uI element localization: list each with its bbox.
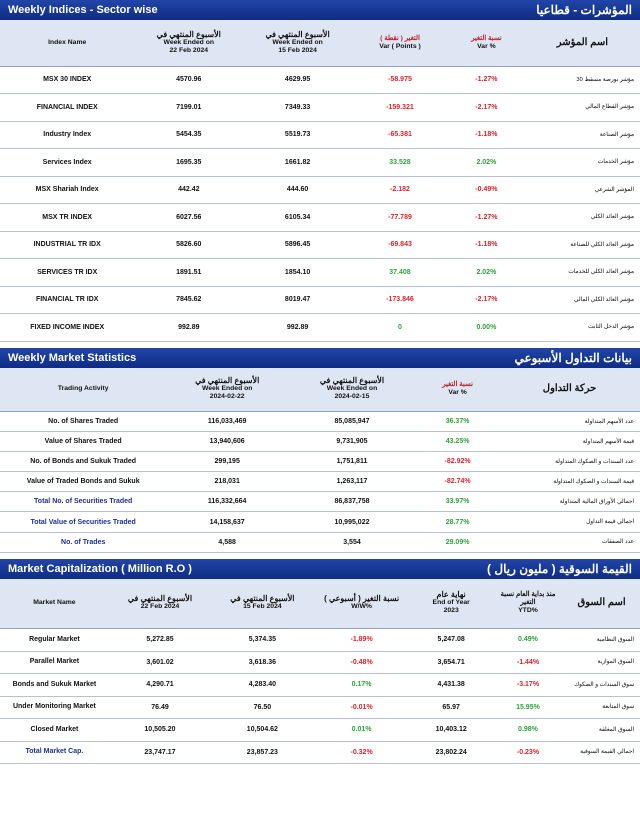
value-previous-week: 3,618.36	[211, 651, 313, 674]
value-current-week: 442.42	[134, 176, 243, 204]
market-name: Closed Market	[0, 719, 109, 742]
index-name: Services Index	[0, 149, 134, 177]
trading-activity-name-ar: عدد الأسهم المتداولة	[499, 412, 640, 432]
ytd-percent: 0.49%	[493, 629, 563, 652]
index-name: MSX TR INDEX	[0, 204, 134, 232]
index-name-ar: مؤشر الخدمات	[525, 149, 640, 177]
value-current-week: 1695.35	[134, 149, 243, 177]
var-percent: -2.17%	[448, 286, 525, 314]
sector-indices-title-ar: المؤشرات - قطاعيا	[536, 3, 632, 17]
index-name-ar: مؤشر العائد الكلي	[525, 204, 640, 232]
value-previous-week: 5519.73	[243, 121, 352, 149]
col-trading-activity: Trading Activity	[0, 368, 166, 412]
ytd-percent: -3.17%	[493, 674, 563, 697]
value-end-of-year: 3,654.71	[410, 651, 493, 674]
index-name: FIXED INCOME INDEX	[0, 314, 134, 342]
table-row	[0, 674, 640, 697]
market-cap-title-bar	[0, 559, 640, 579]
sector-indices-table	[0, 20, 640, 342]
col-var-percent: نسبة التغير Var %	[416, 368, 499, 412]
market-name: Bonds and Sukuk Market	[0, 674, 109, 697]
market-stats-title-bar	[0, 348, 640, 368]
index-name-ar: مؤشر القطاع المالي	[525, 94, 640, 122]
index-name: FINANCIAL TR IDX	[0, 286, 134, 314]
market-name-ar: سوق السندات و الصكوك	[563, 674, 640, 697]
wow-percent: 0.17%	[314, 674, 410, 697]
market-name-ar: السوق النظامية	[563, 629, 640, 652]
col-var-points: التغير ( نقطة ) Var ( Points )	[352, 20, 448, 66]
table-row	[0, 176, 640, 204]
value-previous-week: 1,751,811	[288, 452, 416, 472]
table-row	[0, 432, 640, 452]
value-current-week: 4570.96	[134, 66, 243, 94]
table-row	[0, 472, 640, 492]
wow-percent: 0.01%	[314, 719, 410, 742]
table-row	[0, 204, 640, 232]
value-previous-week: 85,085,947	[288, 412, 416, 432]
value-current-week: 4,588	[166, 532, 288, 552]
index-name: MSX Shariah Index	[0, 176, 134, 204]
ytd-percent: 0.98%	[493, 719, 563, 742]
value-end-of-year: 65.97	[410, 696, 493, 719]
var-percent: 29.09%	[416, 532, 499, 552]
trading-activity-name: Value of Traded Bonds and Sukuk	[0, 472, 166, 492]
market-name-ar: سوق المتابعة	[563, 696, 640, 719]
market-cap-title-ar: القيمة السوقية ( مليون ريال )	[487, 561, 632, 576]
market-name: Regular Market	[0, 629, 109, 652]
value-current-week: 218,031	[166, 472, 288, 492]
value-current-week: 6027.56	[134, 204, 243, 232]
value-previous-week: 9,731,905	[288, 432, 416, 452]
value-current-week: 23,747.17	[109, 741, 211, 764]
trading-activity-name-ar: عدد السندات و الصكوك المتداولة	[499, 452, 640, 472]
value-previous-week: 86,837,758	[288, 492, 416, 512]
table-header-row	[0, 368, 640, 412]
market-name: Under Monitoring Market	[0, 696, 109, 719]
trading-activity-name: Total Value of Securities Traded	[0, 512, 166, 532]
index-name-ar: مؤشر الصناعة	[525, 121, 640, 149]
value-current-week: 7845.62	[134, 286, 243, 314]
value-end-of-year: 23,802.24	[410, 741, 493, 764]
table-row	[0, 149, 640, 177]
ytd-percent: 15.95%	[493, 696, 563, 719]
var-percent: -1.18%	[448, 231, 525, 259]
table-row	[0, 719, 640, 742]
table-header-row	[0, 20, 640, 66]
value-previous-week: 7349.33	[243, 94, 352, 122]
wow-percent: -0.32%	[314, 741, 410, 764]
col-week-current: الأسبوع المنتهي في 22 Feb 2024	[109, 579, 211, 629]
market-name-ar: السوق المغلقة	[563, 719, 640, 742]
var-points: -173.846	[352, 286, 448, 314]
table-row	[0, 651, 640, 674]
trading-activity-name: Value of Shares Traded	[0, 432, 166, 452]
table-row	[0, 412, 640, 432]
sector-indices-title-bar	[0, 0, 640, 20]
value-previous-week: 10,995,022	[288, 512, 416, 532]
var-percent: 0.00%	[448, 314, 525, 342]
value-current-week: 5454.35	[134, 121, 243, 149]
var-percent: 2.02%	[448, 259, 525, 287]
trading-activity-name-ar: عدد الصفقات	[499, 532, 640, 552]
col-wow-percent: نسبة التغير ( أسبوعي ) W/W%	[314, 579, 410, 629]
market-stats-table	[0, 368, 640, 553]
value-current-week: 7199.01	[134, 94, 243, 122]
var-points: -65.381	[352, 121, 448, 149]
table-row	[0, 121, 640, 149]
var-points: -2.182	[352, 176, 448, 204]
col-index-name-ar: اسم المؤشر	[525, 20, 640, 66]
value-previous-week: 5896.45	[243, 231, 352, 259]
ytd-percent: -0.23%	[493, 741, 563, 764]
value-previous-week: 444.60	[243, 176, 352, 204]
value-current-week: 3,601.02	[109, 651, 211, 674]
table-row	[0, 492, 640, 512]
market-cap-table	[0, 579, 640, 765]
table-row	[0, 286, 640, 314]
var-points: 0	[352, 314, 448, 342]
var-percent: -82.92%	[416, 452, 499, 472]
ytd-percent: -1.44%	[493, 651, 563, 674]
col-week-current: الأسبوع المنتهي في Week Ended on 2024-02-22	[166, 368, 288, 412]
table-row	[0, 696, 640, 719]
value-previous-week: 8019.47	[243, 286, 352, 314]
wow-percent: -1.89%	[314, 629, 410, 652]
var-percent: -1.18%	[448, 121, 525, 149]
var-percent: -1.27%	[448, 66, 525, 94]
index-name-ar: مؤشر بورصة مسقط 30	[525, 66, 640, 94]
value-previous-week: 1,263,117	[288, 472, 416, 492]
value-previous-week: 76.50	[211, 696, 313, 719]
table-row	[0, 512, 640, 532]
var-points: -159.321	[352, 94, 448, 122]
var-percent: 36.37%	[416, 412, 499, 432]
var-percent: 28.77%	[416, 512, 499, 532]
wow-percent: -0.48%	[314, 651, 410, 674]
value-previous-week: 1661.82	[243, 149, 352, 177]
value-current-week: 76.49	[109, 696, 211, 719]
table-row	[0, 532, 640, 552]
index-name: FINANCIAL INDEX	[0, 94, 134, 122]
table-row	[0, 629, 640, 652]
var-percent: -82.74%	[416, 472, 499, 492]
col-trading-activity-ar: حركة التداول	[499, 368, 640, 412]
trading-activity-name-ar: قيمة السندات و الصكوك المتداولة	[499, 472, 640, 492]
value-current-week: 1891.51	[134, 259, 243, 287]
var-points: -58.975	[352, 66, 448, 94]
market-name: Parallel Market	[0, 651, 109, 674]
table-row	[0, 741, 640, 764]
col-market-name: Market Name	[0, 579, 109, 629]
index-name-ar: مؤشر العائد الكلي المالي	[525, 286, 640, 314]
value-current-week: 5,272.85	[109, 629, 211, 652]
market-name-ar: اجمالي القيمة السوقية	[563, 741, 640, 764]
trading-activity-name: Total No. of Securities Traded	[0, 492, 166, 512]
value-current-week: 116,033,469	[166, 412, 288, 432]
table-row	[0, 66, 640, 94]
trading-activity-name: No. of Bonds and Sukuk Traded	[0, 452, 166, 472]
value-current-week: 4,290.71	[109, 674, 211, 697]
col-week-previous: الأسبوع المنتهي في Week Ended on 15 Feb 2024	[243, 20, 352, 66]
index-name-ar: مؤشر العائد الكلي للصناعة	[525, 231, 640, 259]
var-percent: 33.97%	[416, 492, 499, 512]
value-end-of-year: 5,247.08	[410, 629, 493, 652]
index-name-ar: مؤشر العائد الكلي للخدمات	[525, 259, 640, 287]
col-market-name-ar: اسم السوق	[563, 579, 640, 629]
value-previous-week: 992.89	[243, 314, 352, 342]
col-ytd-percent: منذ بداية العام نسبة التغير YTD%	[493, 579, 563, 629]
trading-activity-name: No. of Trades	[0, 532, 166, 552]
col-week-previous: الأسبوع المنتهي في Week Ended on 2024-02-15	[288, 368, 416, 412]
value-current-week: 13,940,606	[166, 432, 288, 452]
market-name-ar: السوق الموازية	[563, 651, 640, 674]
index-name-ar: المؤشر الشرعي	[525, 176, 640, 204]
table-row	[0, 231, 640, 259]
table-row	[0, 94, 640, 122]
var-points: -77.789	[352, 204, 448, 232]
market-stats-title-en: Weekly Market Statistics	[8, 351, 137, 364]
value-current-week: 116,332,664	[166, 492, 288, 512]
var-points: 33.528	[352, 149, 448, 177]
var-percent: -0.49%	[448, 176, 525, 204]
wow-percent: -0.01%	[314, 696, 410, 719]
value-previous-week: 4629.95	[243, 66, 352, 94]
value-current-week: 5826.60	[134, 231, 243, 259]
market-stats-title-ar: بيانات التداول الأسبوعي	[514, 350, 632, 365]
col-var-percent: نسبة التغير Var %	[448, 20, 525, 66]
index-name: INDUSTRIAL TR IDX	[0, 231, 134, 259]
table-row	[0, 452, 640, 472]
index-name: SERVICES TR IDX	[0, 259, 134, 287]
trading-activity-name-ar: اجمالي الأوراق المالية المتداولة	[499, 492, 640, 512]
var-percent: -2.17%	[448, 94, 525, 122]
table-row	[0, 314, 640, 342]
value-end-of-year: 10,403.12	[410, 719, 493, 742]
value-current-week: 14,158,637	[166, 512, 288, 532]
trading-activity-name-ar: اجمالي قيمة التداول	[499, 512, 640, 532]
var-percent: -1.27%	[448, 204, 525, 232]
col-week-current: الأسبوع المنتهي في Week Ended on 22 Feb 2024	[134, 20, 243, 66]
col-week-previous: الأسبوع المنتهي في 15 Feb 2024	[211, 579, 313, 629]
var-points: 37.408	[352, 259, 448, 287]
table-header-row	[0, 579, 640, 629]
value-previous-week: 10,504.62	[211, 719, 313, 742]
sector-indices-title-en: Weekly Indices - Sector wise	[8, 4, 158, 16]
value-previous-week: 23,857.23	[211, 741, 313, 764]
col-end-of-year: نهاية عام End of Year 2023	[410, 579, 493, 629]
var-percent: 2.02%	[448, 149, 525, 177]
index-name: Industry Index	[0, 121, 134, 149]
var-percent: 43.25%	[416, 432, 499, 452]
value-previous-week: 6105.34	[243, 204, 352, 232]
value-current-week: 299,195	[166, 452, 288, 472]
value-current-week: 10,505.20	[109, 719, 211, 742]
value-previous-week: 1854.10	[243, 259, 352, 287]
index-name-ar: مؤشر الدخل الثابت	[525, 314, 640, 342]
var-points: -69.843	[352, 231, 448, 259]
table-row	[0, 259, 640, 287]
value-previous-week: 3,554	[288, 532, 416, 552]
index-name: MSX 30 INDEX	[0, 66, 134, 94]
value-previous-week: 5,374.35	[211, 629, 313, 652]
trading-activity-name-ar: قيمة الأسهم المتداولة	[499, 432, 640, 452]
col-index-name: Index Name	[0, 20, 134, 66]
trading-activity-name: No. of Shares Traded	[0, 412, 166, 432]
value-end-of-year: 4,431.38	[410, 674, 493, 697]
market-cap-title-en: Market Capitalization ( Million R.O )	[8, 562, 192, 575]
market-name: Total Market Cap.	[0, 741, 109, 764]
value-current-week: 992.89	[134, 314, 243, 342]
value-previous-week: 4,283.40	[211, 674, 313, 697]
